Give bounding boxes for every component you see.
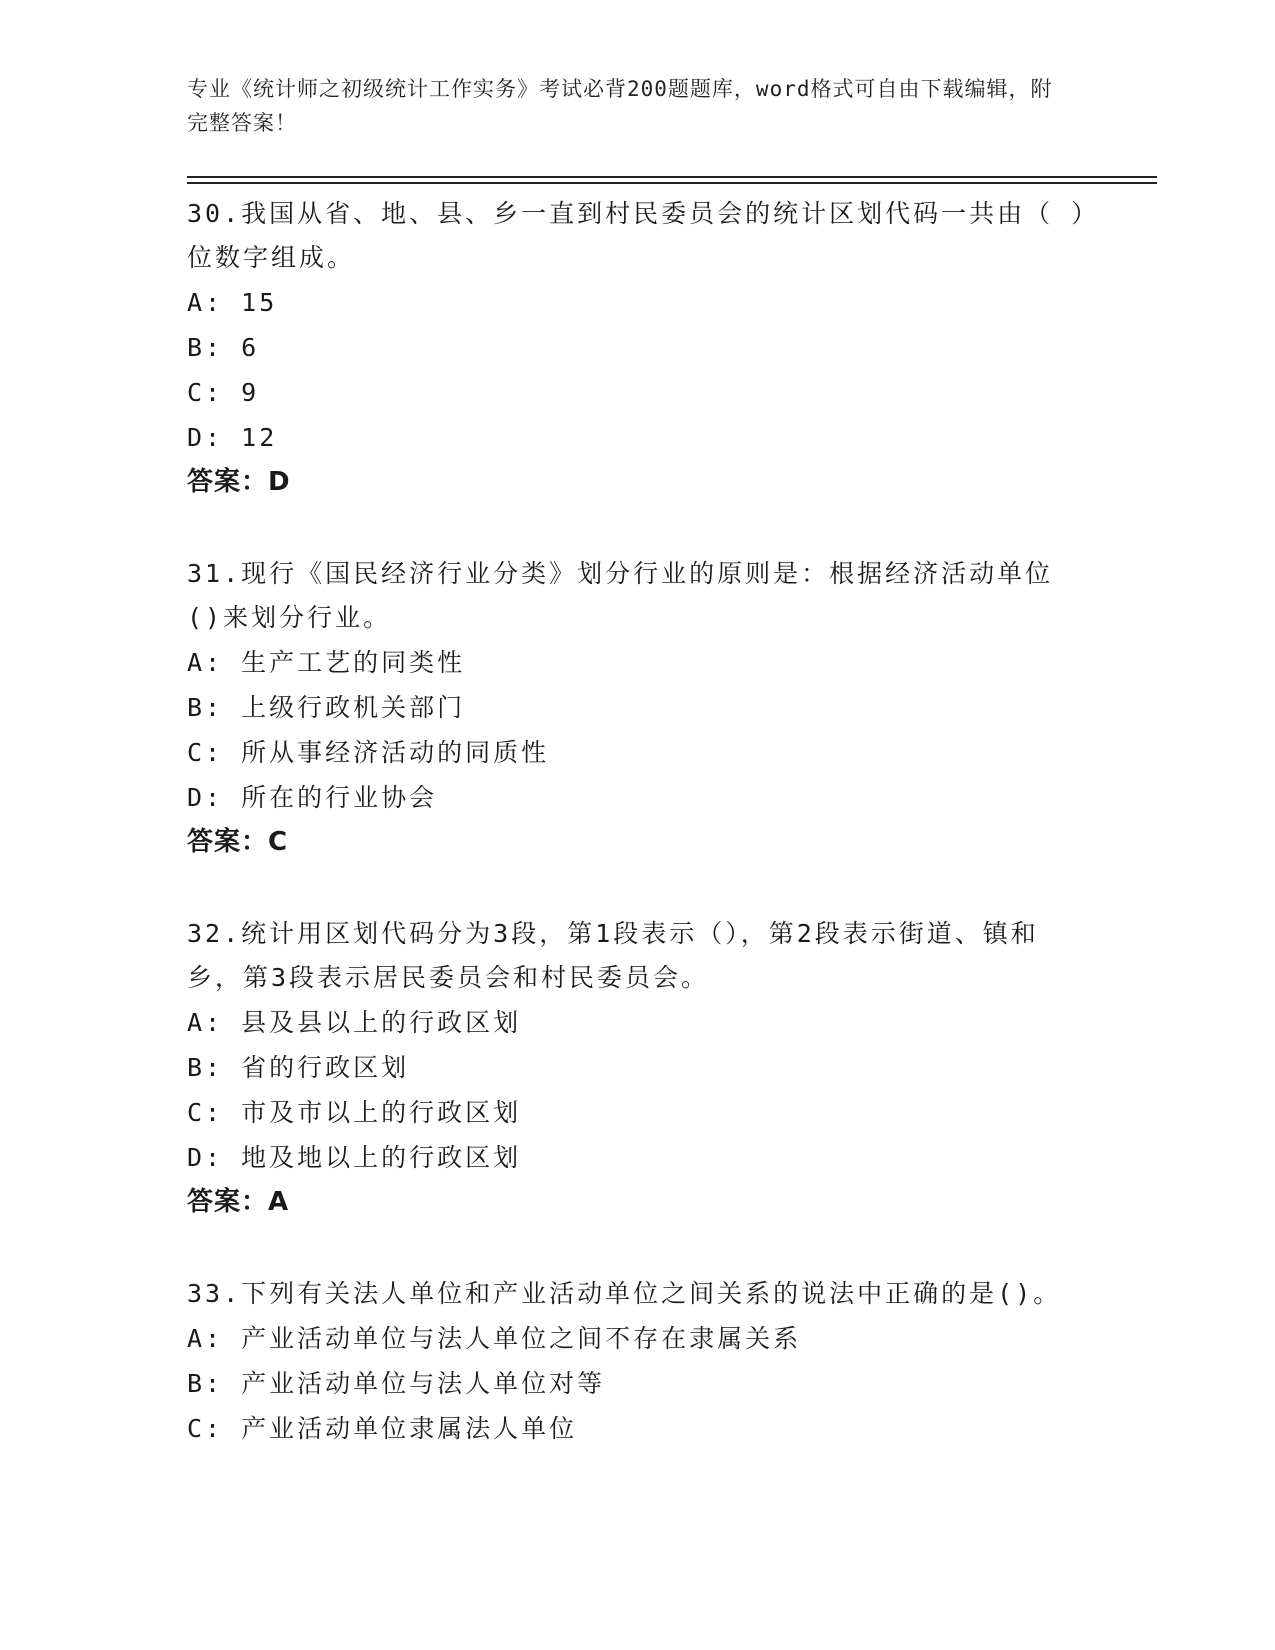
question-stem: 31.现行《国民经济行业分类》划分行业的原则是：根据经济活动单位()来划分行业。 — [187, 559, 1054, 632]
option-d: D: 地及地以上的行政区划 — [187, 1143, 522, 1172]
question-32 — [187, 910, 1087, 1225]
question-30 — [187, 190, 1087, 505]
question-stem: 32.统计用区划代码分为3段，第1段表示（），第2段表示街道、镇和乡，第3段表示居民委员会和村民委员会。 — [187, 919, 1039, 992]
option-a: A: 生产工艺的同类性 — [187, 648, 466, 677]
option-b: B: 省的行政区划 — [187, 1053, 410, 1082]
option-a: A: 产业活动单位与法人单位之间不存在隶属关系 — [187, 1324, 802, 1353]
option-b: B: 产业活动单位与法人单位对等 — [187, 1369, 606, 1398]
option-a: A: 15 — [187, 288, 278, 317]
answer-line: 答案：A — [187, 1187, 290, 1217]
header-divider-top — [187, 176, 1157, 178]
option-a: A: 县及县以上的行政区划 — [187, 1008, 522, 1037]
option-c: C: 9 — [187, 378, 260, 407]
option-c: C: 市及市以上的行政区划 — [187, 1098, 522, 1127]
question-31 — [187, 550, 1087, 865]
header-divider-bottom — [187, 182, 1157, 184]
option-b: B: 6 — [187, 333, 260, 362]
question-33 — [187, 1270, 1087, 1451]
option-c: C: 产业活动单位隶属法人单位 — [187, 1414, 578, 1443]
question-list — [187, 190, 1087, 1496]
question-stem: 30.我国从省、地、县、乡一直到村民委员会的统计区划代码一共由（ ）位数字组成。 — [187, 199, 1087, 272]
answer-line: 答案：D — [187, 467, 291, 497]
answer-line: 答案：C — [187, 827, 289, 857]
option-b: B: 上级行政机关部门 — [187, 693, 466, 722]
option-d: D: 12 — [187, 423, 278, 452]
option-c: C: 所从事经济活动的同质性 — [187, 738, 550, 767]
document-header: 专业《统计师之初级统计工作实务》考试必背200题题库，word格式可自由下载编辑，附完整答案！ — [187, 77, 1053, 135]
question-stem: 33.下列有关法人单位和产业活动单位之间关系的说法中正确的是()。 — [187, 1279, 1062, 1308]
option-d: D: 所在的行业协会 — [187, 783, 438, 812]
